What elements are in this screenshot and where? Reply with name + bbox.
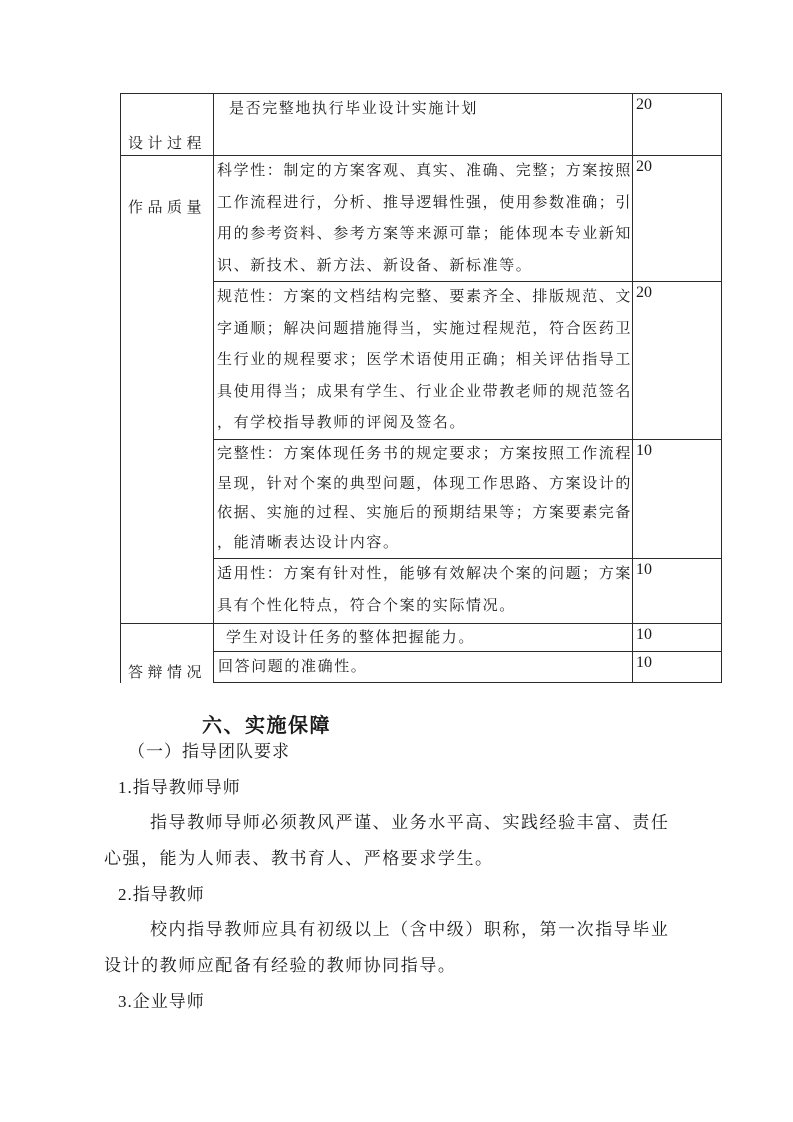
score-cell: 10	[632, 558, 722, 623]
criteria-line: 呈现，针对个案的典型问题，体现工作思路、方案设计的	[217, 475, 632, 492]
criteria-line: 规范性：方案的文档结构完整、要素齐全、排版规范、文	[217, 289, 632, 305]
criteria-line: 适用性：方案有针对性，能够有效解决个案的问题；方案	[217, 566, 632, 582]
body-text	[0, 741, 793, 1027]
section-heading: 六、实施保障	[202, 715, 331, 737]
score-cell: 20	[632, 281, 722, 439]
criteria-line: 学生对设计任务的整体把握能力。	[226, 630, 476, 646]
score-cell: 10	[632, 439, 722, 558]
score-cell: 20	[632, 155, 722, 281]
score-cell: 20	[632, 93, 722, 155]
criteria-line: 具使用得当；成果有学生、行业企业带教老师的规范签名	[217, 383, 632, 400]
criteria-line: 依据、实施的过程、实施后的预期结果等；方案要素完备	[217, 505, 632, 522]
criteria-cell	[213, 439, 632, 558]
criteria-line: 科学性：制定的方案客观、真实、准确、完整；方案按照	[217, 163, 632, 179]
category-cell-work-quality: 作品质量	[120, 155, 213, 623]
body-line-numbered-item: 1.指导教师导师	[118, 777, 241, 797]
criteria-cell	[213, 93, 632, 155]
score-cell: 10	[632, 651, 722, 683]
criteria-line: 字通顺；解决问题措施得当，实施过程规范，符合医药卫	[217, 320, 632, 337]
criteria-line: 识、新技术、新方法、新设备、新标准等。	[217, 257, 533, 274]
category-cell-design-process: 设计过程	[120, 93, 213, 155]
criteria-line: 生行业的规程要求；医学术语使用正确；相关评估指导工	[217, 352, 632, 369]
criteria-cell	[213, 558, 632, 623]
body-line-paragraph: 心强，能为人师表、教书育人、严格要求学生。	[104, 849, 494, 869]
body-line-numbered-item: 3.企业导师	[118, 991, 205, 1011]
criteria-cell	[213, 623, 632, 651]
criteria-line: ，能清晰表达设计内容。	[217, 535, 400, 552]
criteria-line: 完整性：方案体现任务书的规定要求；方案按照工作流程	[217, 446, 632, 462]
criteria-line: 工作流程进行，分析、推导逻辑性强，使用参数准确；引	[217, 194, 632, 211]
criteria-cell	[213, 651, 632, 683]
criteria-line: 用的参考资料、参考方案等来源可靠；能体现本专业新知	[217, 226, 632, 242]
body-line-numbered-item: 2.指导教师	[118, 884, 205, 904]
criteria-line: 具有个性化特点，符合个案的实际情况。	[217, 597, 516, 614]
criteria-line: 回答问题的准确性。	[218, 659, 368, 675]
body-line-paragraph: 校内指导教师应具有初级以上（含中级）职称，第一次指导毕业	[150, 920, 670, 940]
evaluation-table	[120, 93, 722, 683]
criteria-cell	[213, 281, 632, 439]
body-line-paragraph: 设计的教师应配备有经验的教师协同指导。	[104, 956, 457, 976]
criteria-line: 是否完整地执行毕业设计实施计划	[229, 101, 479, 117]
criteria-line: ，有学校指导教师的评阅及签名。	[217, 415, 467, 432]
criteria-cell	[213, 155, 632, 281]
category-cell-defense: 答辩情况	[120, 623, 213, 683]
score-cell: 10	[632, 623, 722, 651]
body-line-paragraph: 指导教师导师必须教风严谨、业务水平高、实践经验丰富、责任	[150, 813, 670, 833]
body-line-subheading: （一）指导团队要求	[128, 742, 290, 761]
